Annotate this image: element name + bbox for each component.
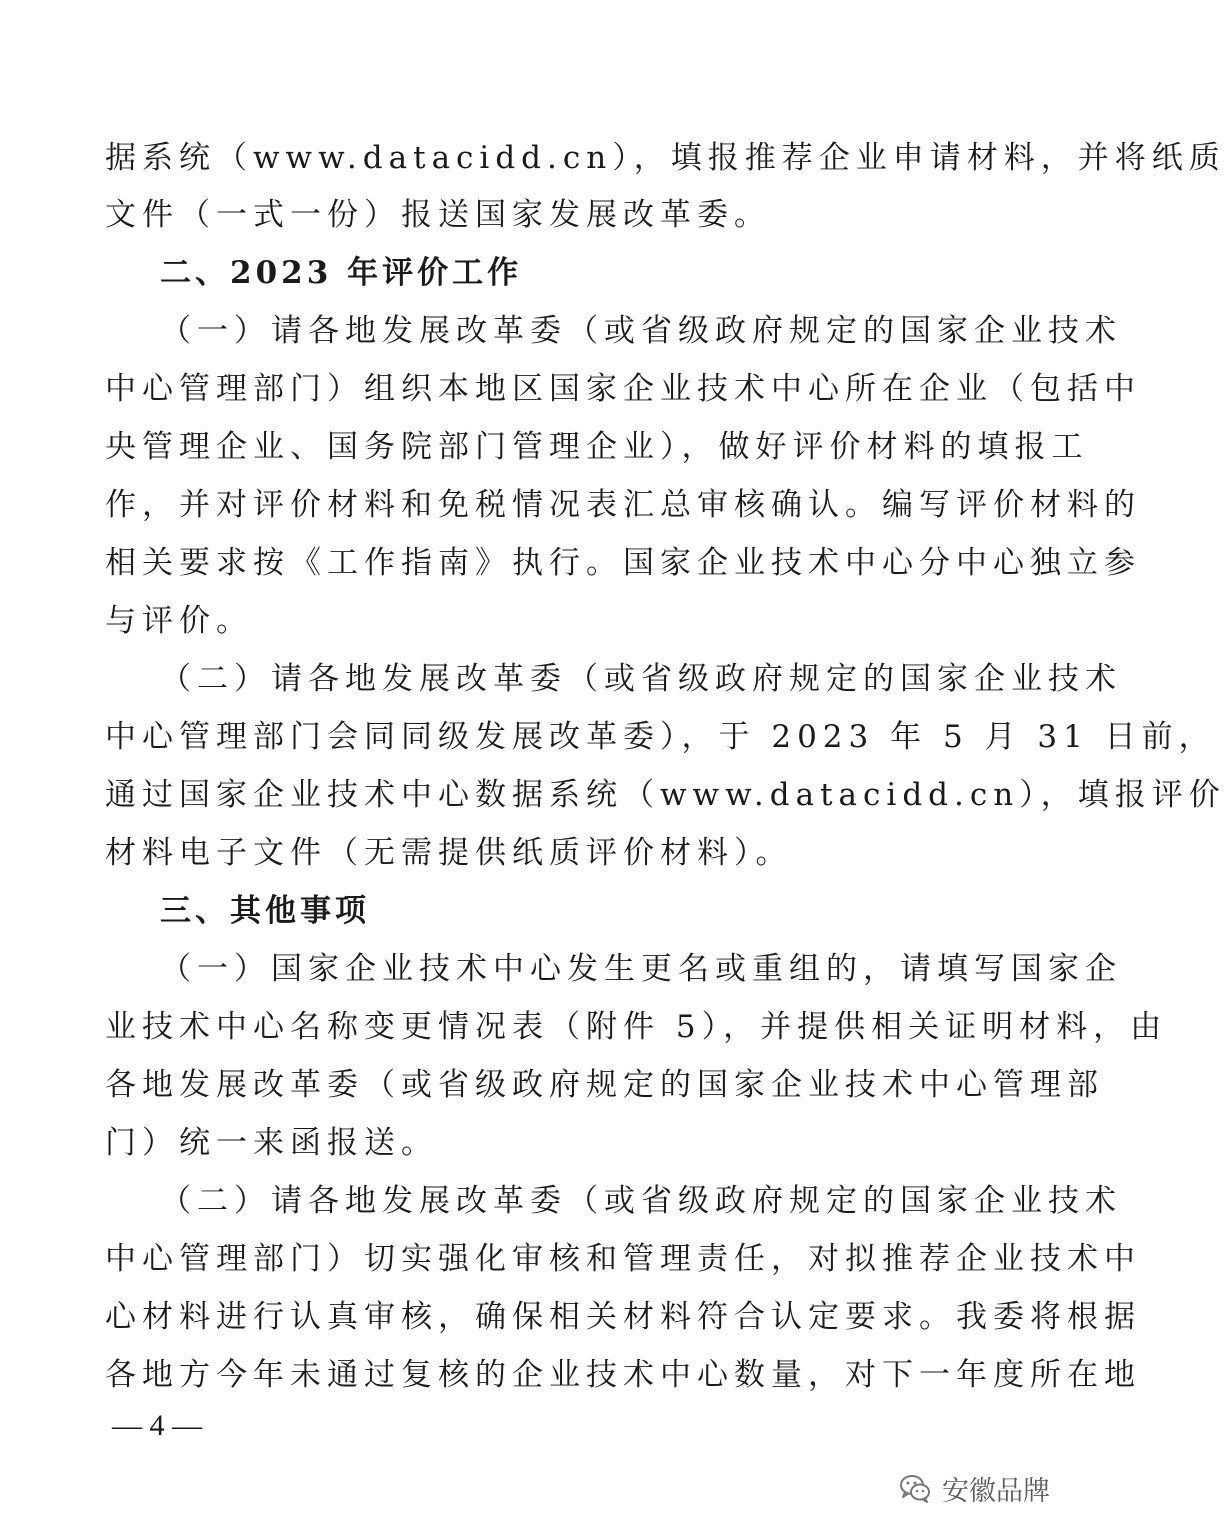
- body-line: 各地方今年未通过复核的企业技术中心数量，对下一年度所在地: [105, 1357, 1141, 1393]
- body-line: （一）请各地发展改革委（或省级政府规定的国家企业技术: [160, 313, 1122, 349]
- body-line: 材料电子文件（无需提供纸质评价材料）。: [105, 835, 793, 871]
- body-line: 相关要求按《工作指南》执行。国家企业技术中心分中心独立参: [105, 545, 1141, 581]
- body-line: 作，并对评价材料和免税情况表汇总审核确认。编写评价材料的: [105, 487, 1141, 523]
- watermark-text: 安徽品牌: [942, 1475, 1050, 1507]
- body-line: 心材料进行认真审核，确保相关材料符合认定要求。我委将根据: [105, 1299, 1141, 1335]
- body-line: 据系统（www.datacidd.cn），填报推荐企业申请材料，并将纸质: [105, 140, 1226, 176]
- body-line: （二）请各地发展改革委（或省级政府规定的国家企业技术: [160, 1183, 1122, 1219]
- body-line: 央管理企业、国务院部门管理企业），做好评价材料的填报工: [105, 429, 1089, 465]
- page-number: — 4 —: [112, 1409, 202, 1442]
- body-line: （一）国家企业技术中心发生更名或重组的，请填写国家企: [160, 951, 1122, 987]
- section-heading: 二、2023 年评价工作: [160, 255, 523, 291]
- body-line: 业技术中心名称变更情况表（附件 5），并提供相关证明材料，由: [105, 1009, 1168, 1045]
- body-line: 中心管理部门会同同级发展改革委），于 2023 年 5 月 31 日前，: [105, 719, 1216, 755]
- body-line: 各地发展改革委（或省级政府规定的国家企业技术中心管理部: [105, 1067, 1104, 1103]
- body-line: 中心管理部门）组织本地区国家企业技术中心所在企业（包括中: [105, 371, 1141, 407]
- watermark: [898, 1468, 1050, 1508]
- body-line: 与评价。: [105, 603, 253, 639]
- body-line: 中心管理部门）切实强化审核和管理责任，对拟推荐企业技术中: [105, 1241, 1141, 1277]
- body-line: 通过国家企业技术中心数据系统（www.datacidd.cn），填报评价: [105, 777, 1226, 813]
- body-line: 门）统一来函报送。: [105, 1125, 438, 1161]
- wechat-icon: [898, 1471, 932, 1505]
- body-line: （二）请各地发展改革委（或省级政府规定的国家企业技术: [160, 661, 1122, 697]
- body-line: 文件（一式一份）报送国家发展改革委。: [105, 197, 771, 233]
- section-heading: 三、其他事项: [160, 893, 370, 929]
